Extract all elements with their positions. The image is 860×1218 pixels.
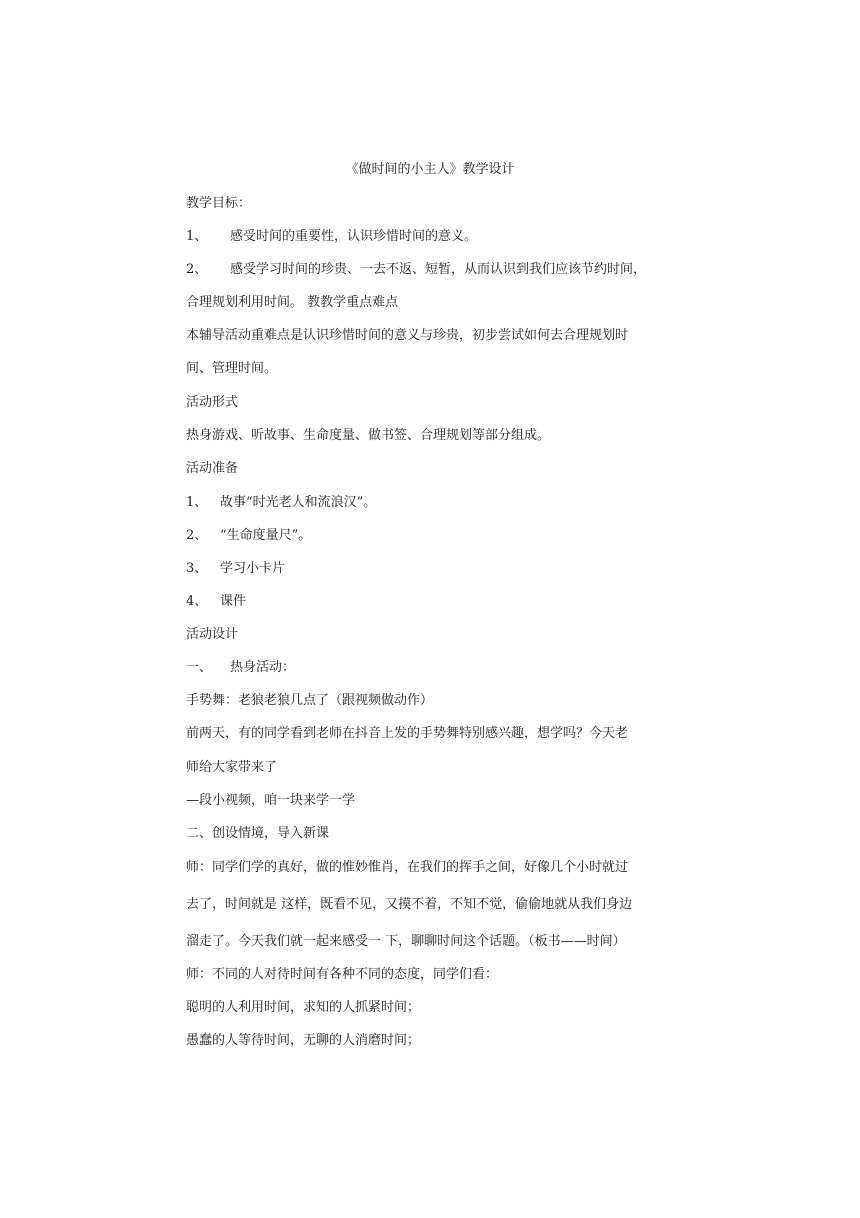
warmup-text: 热身活动： xyxy=(230,660,296,675)
gesture-dance-line: 手势舞：老狼老狼几点了（跟视频做动作） xyxy=(186,693,434,708)
goal-item-number: 2、 xyxy=(186,262,208,277)
paragraph-line: 师：不同的人对待时间有各种不同的态度，同学们看： xyxy=(186,967,499,982)
section2-heading: 二、创设情境，导入新课 xyxy=(186,826,330,841)
prep-item-text: 课件 xyxy=(220,594,247,609)
prep-heading: 活动准备 xyxy=(186,461,239,476)
paragraph-line: 前两天，有的同学看到老师在抖音上发的手势舞特别感兴趣，想学吗？今天老 xyxy=(186,726,629,741)
goal-item-1 xyxy=(186,228,686,246)
goal-item-number: 1、 xyxy=(186,229,208,244)
goal-item-2-continuation: 合理规划利用时间。 教教学重点难点 xyxy=(186,295,399,310)
prep-item xyxy=(186,560,686,578)
prep-item-number: 1、 xyxy=(186,495,208,510)
paragraph-line: 溜走了。今天我们就一起来感受一 下，聊聊时间这个话题。（板书——时间） xyxy=(186,934,626,949)
prep-item-number: 4、 xyxy=(186,594,208,609)
prep-item xyxy=(186,527,686,545)
paragraph-line: —段小视频，咱一块来学一学 xyxy=(186,793,356,808)
paragraph-line: 师给大家带来了 xyxy=(186,760,278,775)
prep-item xyxy=(186,593,686,611)
prep-item-number: 2、 xyxy=(186,528,208,543)
form-heading: 活动形式 xyxy=(186,395,239,410)
prep-item-text: 学习小卡片 xyxy=(220,561,286,576)
form-text: 热身游戏、听故事、生命度量、做书签、合理规划等部分组成。 xyxy=(186,428,551,443)
goal-item-text: 感受时间的重要性，认识珍惜时间的意义。 xyxy=(230,229,478,244)
key-points-line: 间、管理时间。 xyxy=(186,361,278,376)
paragraph-line: 师：同学们学的真好，做的惟妙惟肖，在我们的挥手之间，好像几个小时就过 xyxy=(186,860,629,875)
warmup-heading xyxy=(186,659,686,677)
design-heading: 活动设计 xyxy=(186,627,239,642)
prep-item-number: 3、 xyxy=(186,561,208,576)
warmup-number: 一、 xyxy=(186,660,213,675)
prep-item xyxy=(186,494,686,512)
key-points-line: 本辅导活动重难点是认识珍惜时间的意义与珍贵，初步尝试如何去合理规划时 xyxy=(186,328,629,343)
goal-item-2 xyxy=(186,261,686,279)
prep-item-text: “生命度量尺”。 xyxy=(220,528,312,543)
document-title: 《做时间的小主人》教学设计 xyxy=(345,162,515,177)
goal-item-text: 感受学习时间的珍贵、一去不返、短暂，从而认识到我们应该节约时间， xyxy=(230,262,647,277)
paragraph-line: 聪明的人利用时间，求知的人抓紧时间； xyxy=(186,1000,421,1015)
paragraph-line: 去了，时间就是 这样，既看不见，又摸不着，不知不觉，偷偷地就从我们身边 xyxy=(186,897,633,912)
paragraph-line: 愚蠢的人等待时间，无聊的人消磨时间； xyxy=(186,1033,421,1048)
goals-heading: 教学目标： xyxy=(186,196,252,211)
prep-item-text: 故事“时光老人和流浪汉”。 xyxy=(220,495,377,510)
